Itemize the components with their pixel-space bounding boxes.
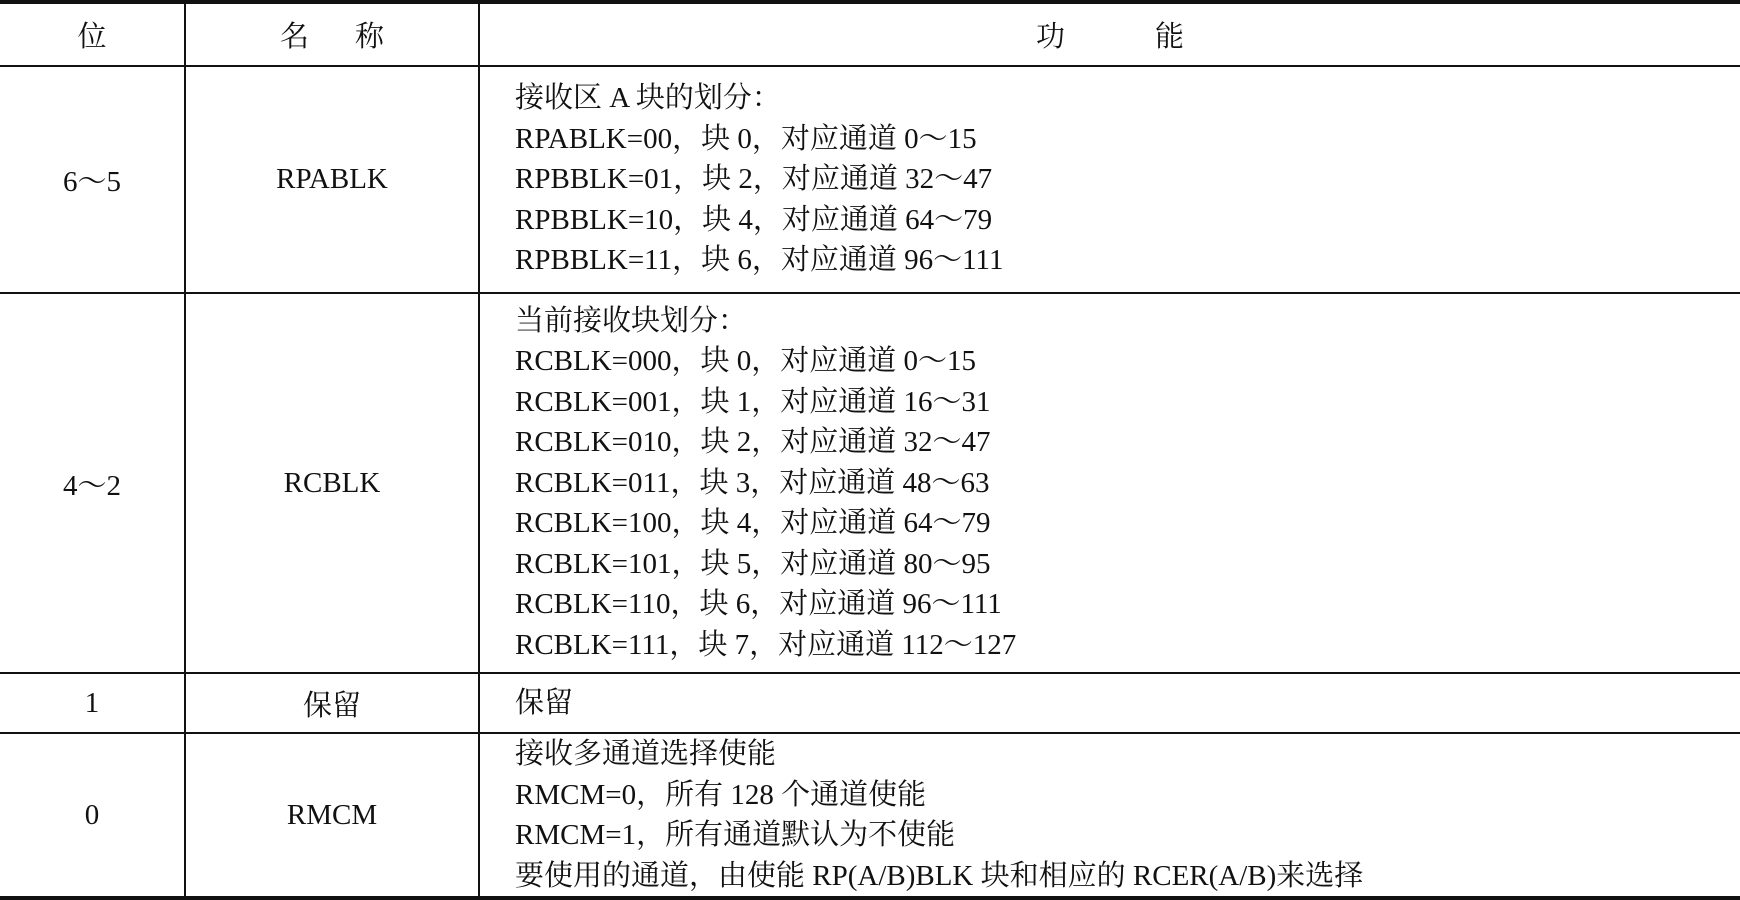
function-line: RMCM=1，所有通道默认为不使能 [515, 819, 956, 851]
cell-bit: 6～5 [0, 66, 185, 293]
cell-function [479, 733, 1740, 898]
table-row [0, 733, 1740, 898]
table-header [0, 2, 1740, 66]
function-line: 接收区 A 块的划分： [515, 82, 781, 115]
function-line: RCBLK=010，块 2，对应通道 32～47 [515, 426, 991, 459]
function-line: 接收多通道选择使能 [515, 738, 777, 770]
cell-bit: 0 [0, 733, 185, 898]
function-line: RMCM=0，所有 128 个通道使能 [515, 778, 927, 811]
table-row [0, 293, 1740, 673]
header-bit: 位 [0, 2, 185, 66]
header-function: 功能 [479, 2, 1740, 66]
function-line: RCBLK=101，块 5，对应通道 80～95 [515, 547, 991, 580]
function-line: RCBLK=001，块 1，对应通道 16～31 [515, 385, 991, 418]
function-line: RCBLK=100，块 4，对应通道 64～79 [515, 507, 991, 540]
function-line: 当前接收块划分： [515, 304, 748, 337]
cell-name: RPABLK [185, 66, 479, 293]
cell-function [479, 293, 1740, 673]
function-line: RPBBLK=10，块 4，对应通道 64～79 [515, 203, 993, 236]
function-line: RCBLK=110，块 6，对应通道 96～111 [515, 588, 1002, 621]
header-name: 名称 [185, 2, 479, 66]
cell-function [479, 66, 1740, 293]
header-row [0, 2, 1740, 66]
cell-bit: 1 [0, 673, 185, 733]
cell-name: 保留 [185, 673, 479, 733]
table-row [0, 673, 1740, 733]
cell-bit: 4～2 [0, 293, 185, 673]
function-line: RCBLK=000，块 0，对应通道 0～15 [515, 345, 977, 378]
table-row [0, 66, 1740, 293]
cell-name: RCBLK [185, 293, 479, 673]
function-line: 要使用的通道，由使能 RP(A/B)BLK 块和相应的 RCER(A/B)来选择 [515, 859, 1364, 892]
function-line: 保留 [515, 686, 574, 719]
function-line: RPABLK=00，块 0，对应通道 0～15 [515, 122, 977, 155]
table-body [0, 66, 1740, 898]
function-line: RCBLK=011，块 3，对应通道 48～63 [515, 466, 990, 499]
function-line: RPBBLK=11，块 6，对应通道 96～111 [515, 244, 1004, 277]
function-line: RCBLK=111，块 7，对应通道 112～127 [515, 628, 1017, 661]
cell-name: RMCM [185, 733, 479, 898]
function-line: RPBBLK=01，块 2，对应通道 32～47 [515, 163, 993, 196]
cell-function [479, 673, 1740, 733]
